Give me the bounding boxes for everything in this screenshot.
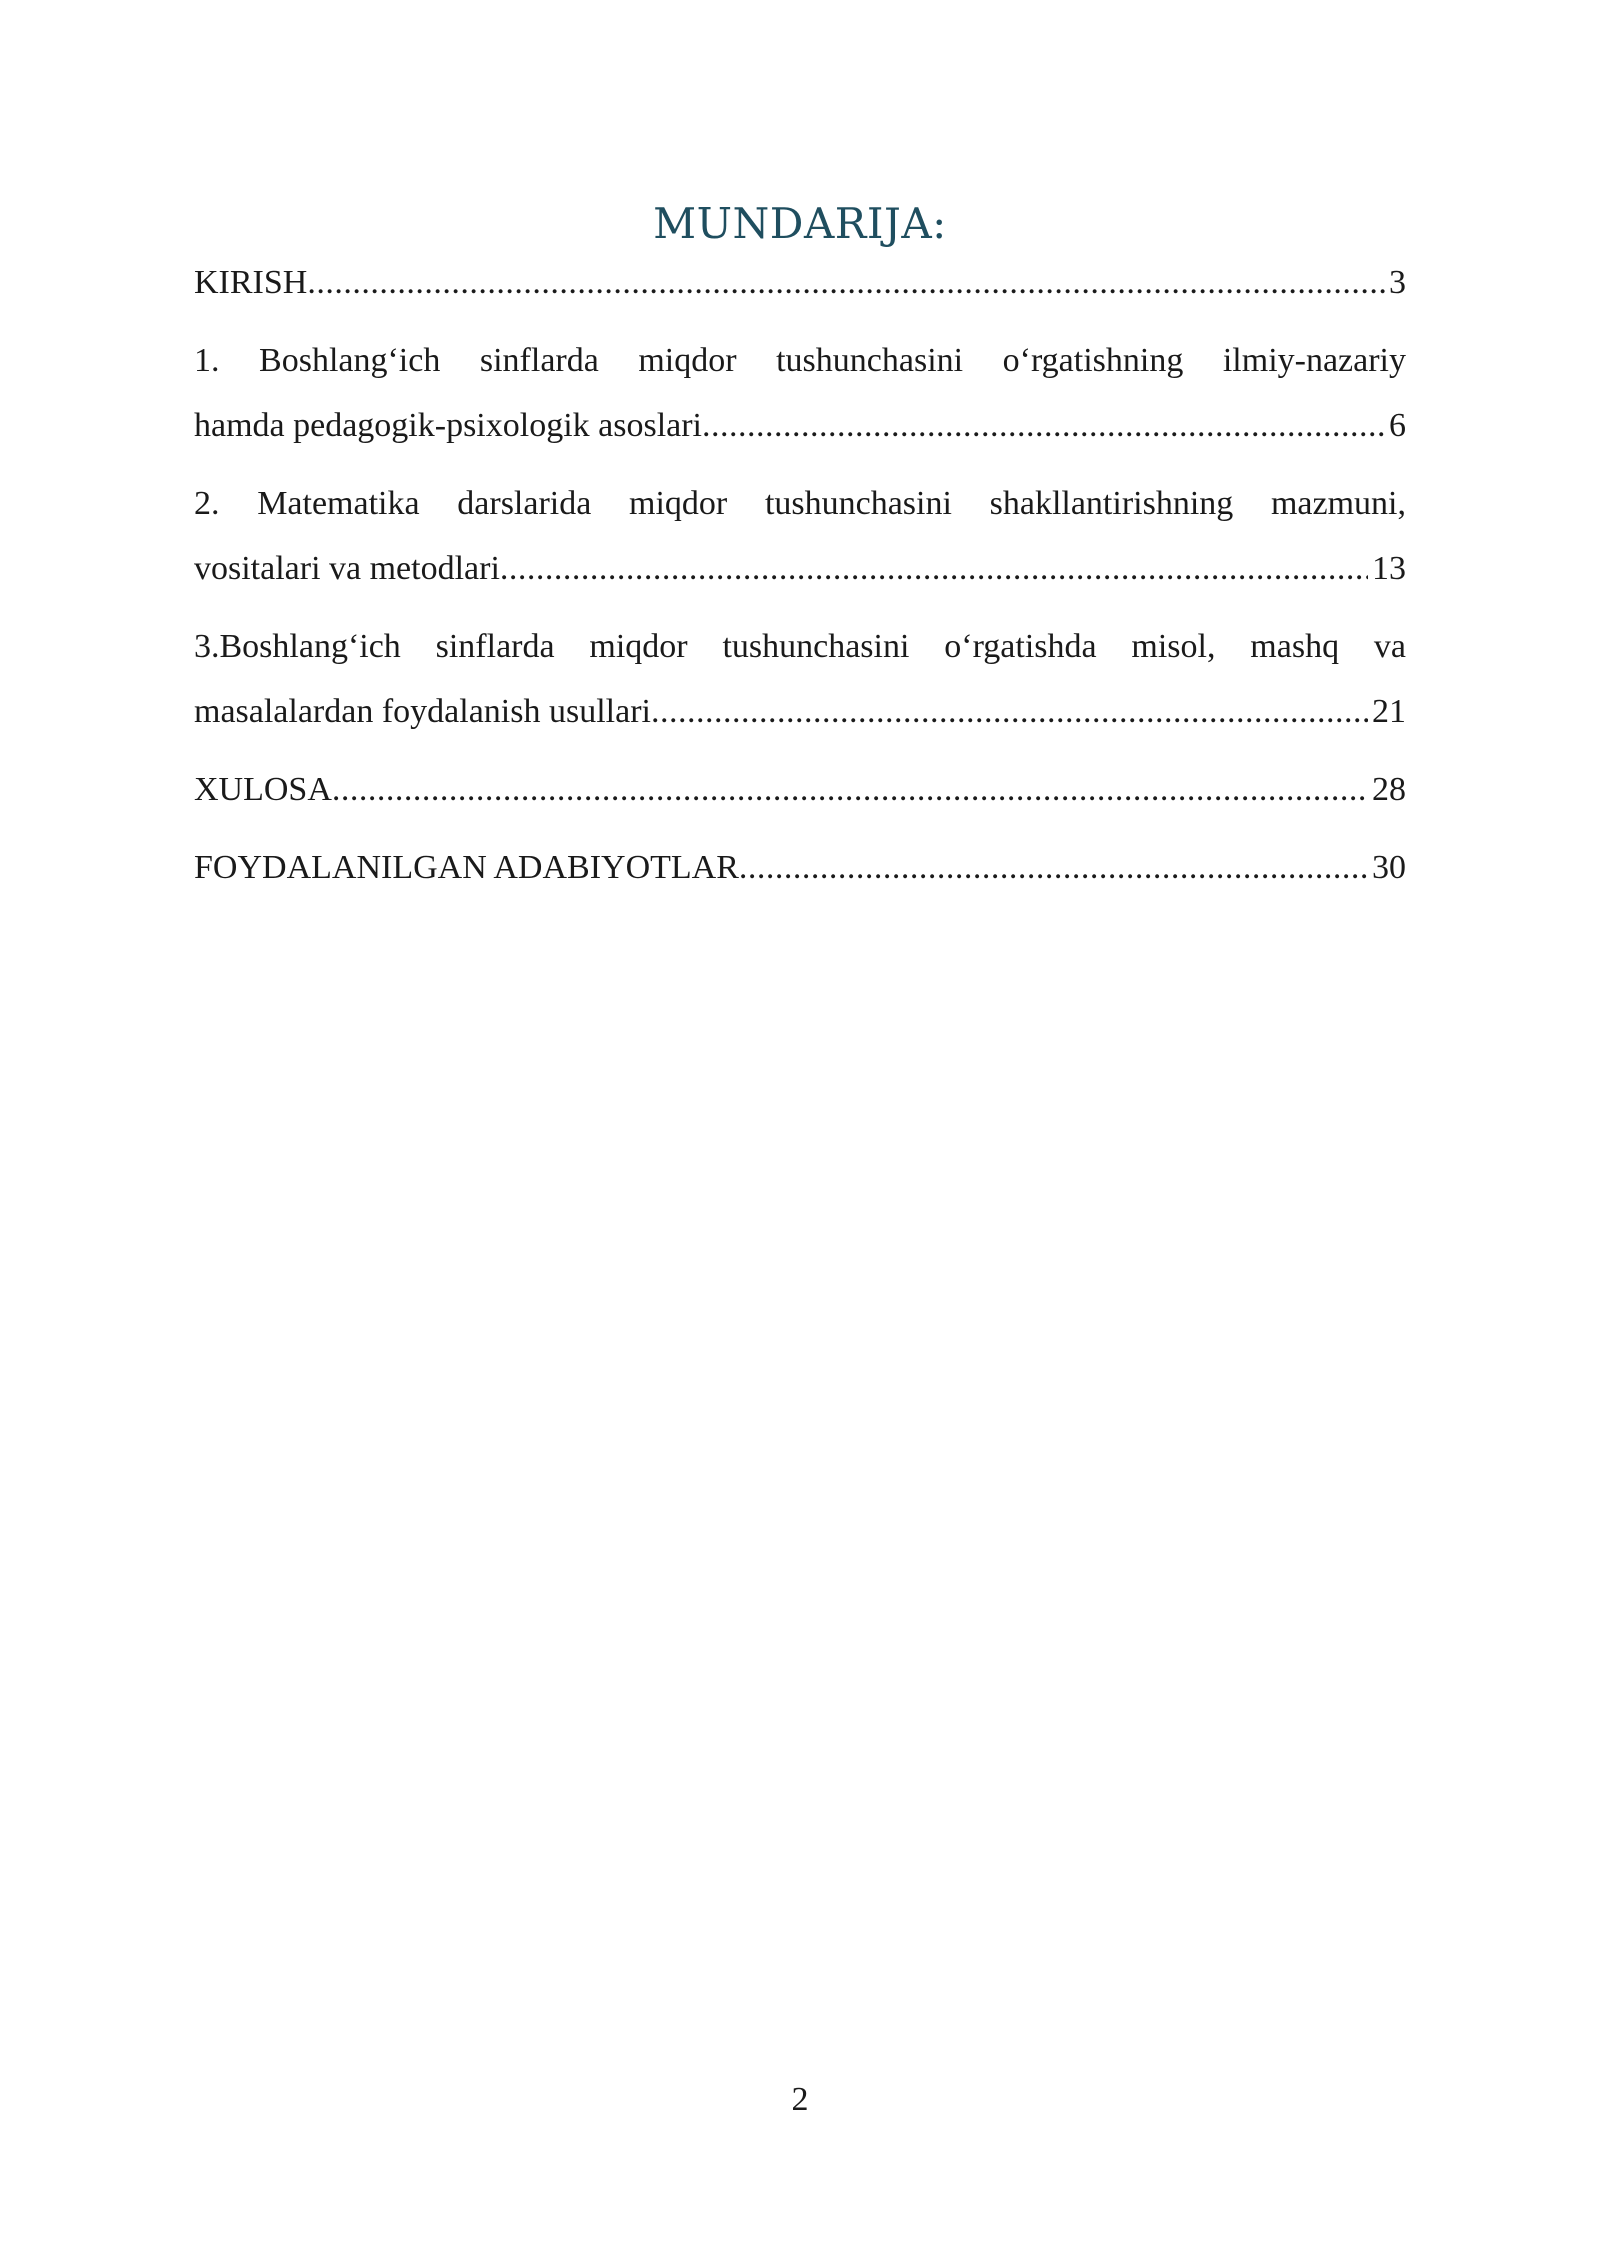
toc-entry-page: 30: [1372, 849, 1406, 886]
toc-entry-chapter-3[interactable]: [194, 614, 1406, 744]
toc-dot-leader: [307, 250, 1385, 315]
toc-entry-xulosa[interactable]: [194, 757, 1406, 822]
toc-entry-line: [194, 835, 1406, 900]
toc-entry-title: hamda pedagogik-psixologik asoslari: [194, 407, 703, 444]
toc-entry-line: [194, 393, 1406, 458]
toc-entry-chapter-1[interactable]: [194, 328, 1406, 458]
toc-dot-leader: [739, 835, 1368, 900]
page-number: 2: [791, 2081, 809, 2118]
toc-entry-page: 6: [1389, 407, 1406, 444]
toc-dot-leader: [702, 393, 1385, 458]
toc-entry-title: vositalari va metodlari: [194, 550, 500, 587]
toc-entry-title: masalalardan foydalanish usullari: [194, 693, 651, 730]
toc-entry-page: 13: [1372, 550, 1406, 587]
toc-entry-kirish[interactable]: [194, 250, 1406, 315]
toc-entry-page: 28: [1372, 771, 1406, 808]
toc-entry-line: [194, 536, 1406, 601]
toc-entry-chapter-2[interactable]: [194, 471, 1406, 601]
toc-entry-title: XULOSA: [194, 771, 332, 808]
table-of-contents: [194, 250, 1406, 913]
toc-entry-title: KIRISH: [194, 264, 308, 301]
toc-dot-leader: [332, 757, 1368, 822]
toc-dot-leader: [651, 679, 1368, 744]
toc-entry-page: 21: [1372, 693, 1406, 730]
toc-entry-title-first-line: 2. Matematika darslarida miqdor tushunchasini shakllantirishning mazmuni,: [194, 485, 1406, 522]
toc-entry-page: 3: [1389, 264, 1406, 301]
toc-entry-line: [194, 679, 1406, 744]
toc-dot-leader: [500, 536, 1368, 601]
toc-entry-title: FOYDALANILGAN ADABIYOTLAR: [194, 849, 739, 886]
toc-entry-title-first-line: 3.Boshlang‘ich sinflarda miqdor tushunchasini o‘rgatishda misol, mashq va: [194, 628, 1406, 665]
toc-entry-adabiyotlar[interactable]: [194, 835, 1406, 900]
toc-entry-line: [194, 757, 1406, 822]
toc-title: MUNDARIJA:: [653, 199, 947, 248]
toc-entry-line: [194, 250, 1406, 315]
toc-entry-title-first-line: 1. Boshlang‘ich sinflarda miqdor tushunchasini o‘rgatishning ilmiy-nazariy: [194, 342, 1406, 379]
